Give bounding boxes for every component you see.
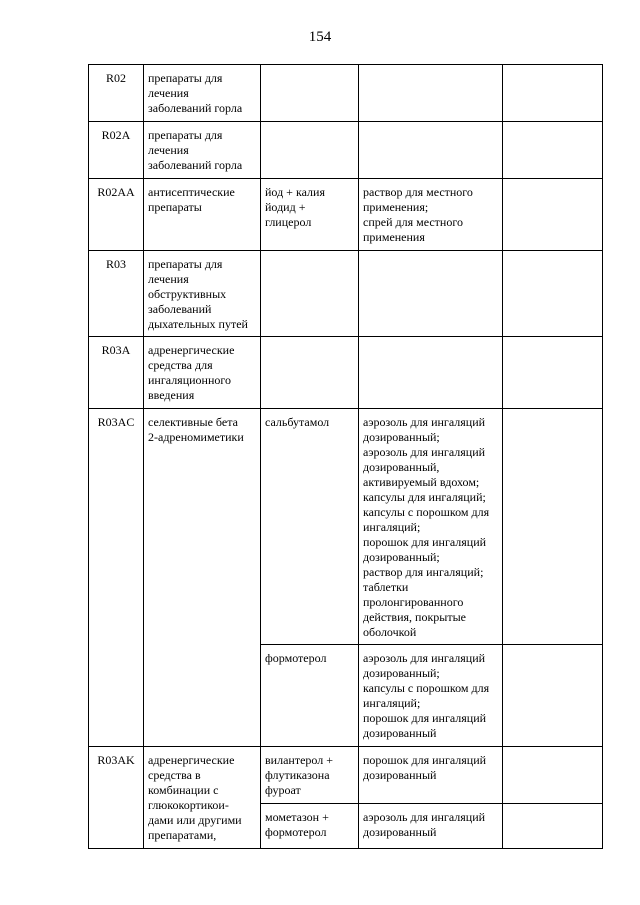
dosage-form-cell: [359, 337, 503, 409]
atc-group-cell: селективные бета 2-адреномиметики: [144, 409, 261, 747]
table-row: [89, 409, 603, 645]
atc-code-cell: R03: [89, 251, 144, 337]
drug-name-cell: [261, 337, 359, 409]
dosage-form-cell: [359, 251, 503, 337]
empty-cell: [503, 122, 603, 179]
atc-group-cell: препараты для лечения заболеваний горла: [144, 65, 261, 122]
empty-cell: [503, 179, 603, 251]
empty-cell: [503, 337, 603, 409]
dosage-form-cell: аэрозоль для ингаляций дозированный; капсулы с порошком для ингаляций; порошок для ингаляций дозированный: [359, 645, 503, 747]
dosage-form-cell: раствор для местного применения; спрей для местного применения: [359, 179, 503, 251]
atc-code-cell: R02A: [89, 122, 144, 179]
empty-cell: [503, 251, 603, 337]
atc-code-cell: R02: [89, 65, 144, 122]
atc-group-cell: препараты для лечения заболеваний горла: [144, 122, 261, 179]
table-row: [89, 179, 603, 251]
empty-cell: [503, 409, 603, 645]
table-row: [89, 337, 603, 409]
table-row: [89, 251, 603, 337]
page-number: 154: [308, 29, 332, 45]
atc-group-cell: препараты для лечения обструктивных заболеваний дыхательных путей: [144, 251, 261, 337]
drug-name-cell: [261, 65, 359, 122]
drug-name-cell: сальбутамол: [261, 409, 359, 645]
dosage-form-cell: [359, 65, 503, 122]
empty-cell: [503, 804, 603, 849]
dosage-form-cell: [359, 122, 503, 179]
drug-name-cell: мометазон + формотерол: [261, 804, 359, 849]
drug-table: [88, 64, 603, 849]
drug-name-cell: [261, 122, 359, 179]
atc-group-cell: адренергические средства в комбинации с глюкокортикои- дами или другими препаратами,: [144, 747, 261, 849]
dosage-form-cell: аэрозоль для ингаляций дозированный; аэрозоль для ингаляций дозированный, активируемый вдохом; капсулы для ингаляций; капсулы с порошком для ингаляций; порошок для ингаляций дозированный; раствор для ингаляций; таблетки пролонгированного действия, покрытые оболочкой: [359, 409, 503, 645]
atc-group-cell: антисептические препараты: [144, 179, 261, 251]
table-row: [89, 122, 603, 179]
table-row: [89, 65, 603, 122]
dosage-form-cell: аэрозоль для ингаляций дозированный: [359, 804, 503, 849]
empty-cell: [503, 65, 603, 122]
drug-name-cell: формотерол: [261, 645, 359, 747]
atc-code-cell: R03A: [89, 337, 144, 409]
dosage-form-cell: порошок для ингаляций дозированный: [359, 747, 503, 804]
empty-cell: [503, 645, 603, 747]
drug-name-cell: йод + калия йодид + глицерол: [261, 179, 359, 251]
atc-code-cell: R02AA: [89, 179, 144, 251]
atc-code-cell: R03AK: [89, 747, 144, 849]
empty-cell: [503, 747, 603, 804]
table-row: [89, 747, 603, 804]
drug-name-cell: [261, 251, 359, 337]
drug-name-cell: вилантерол + флутиказона фуроат: [261, 747, 359, 804]
atc-code-cell: R03AC: [89, 409, 144, 747]
atc-group-cell: адренергические средства для ингаляционного введения: [144, 337, 261, 409]
